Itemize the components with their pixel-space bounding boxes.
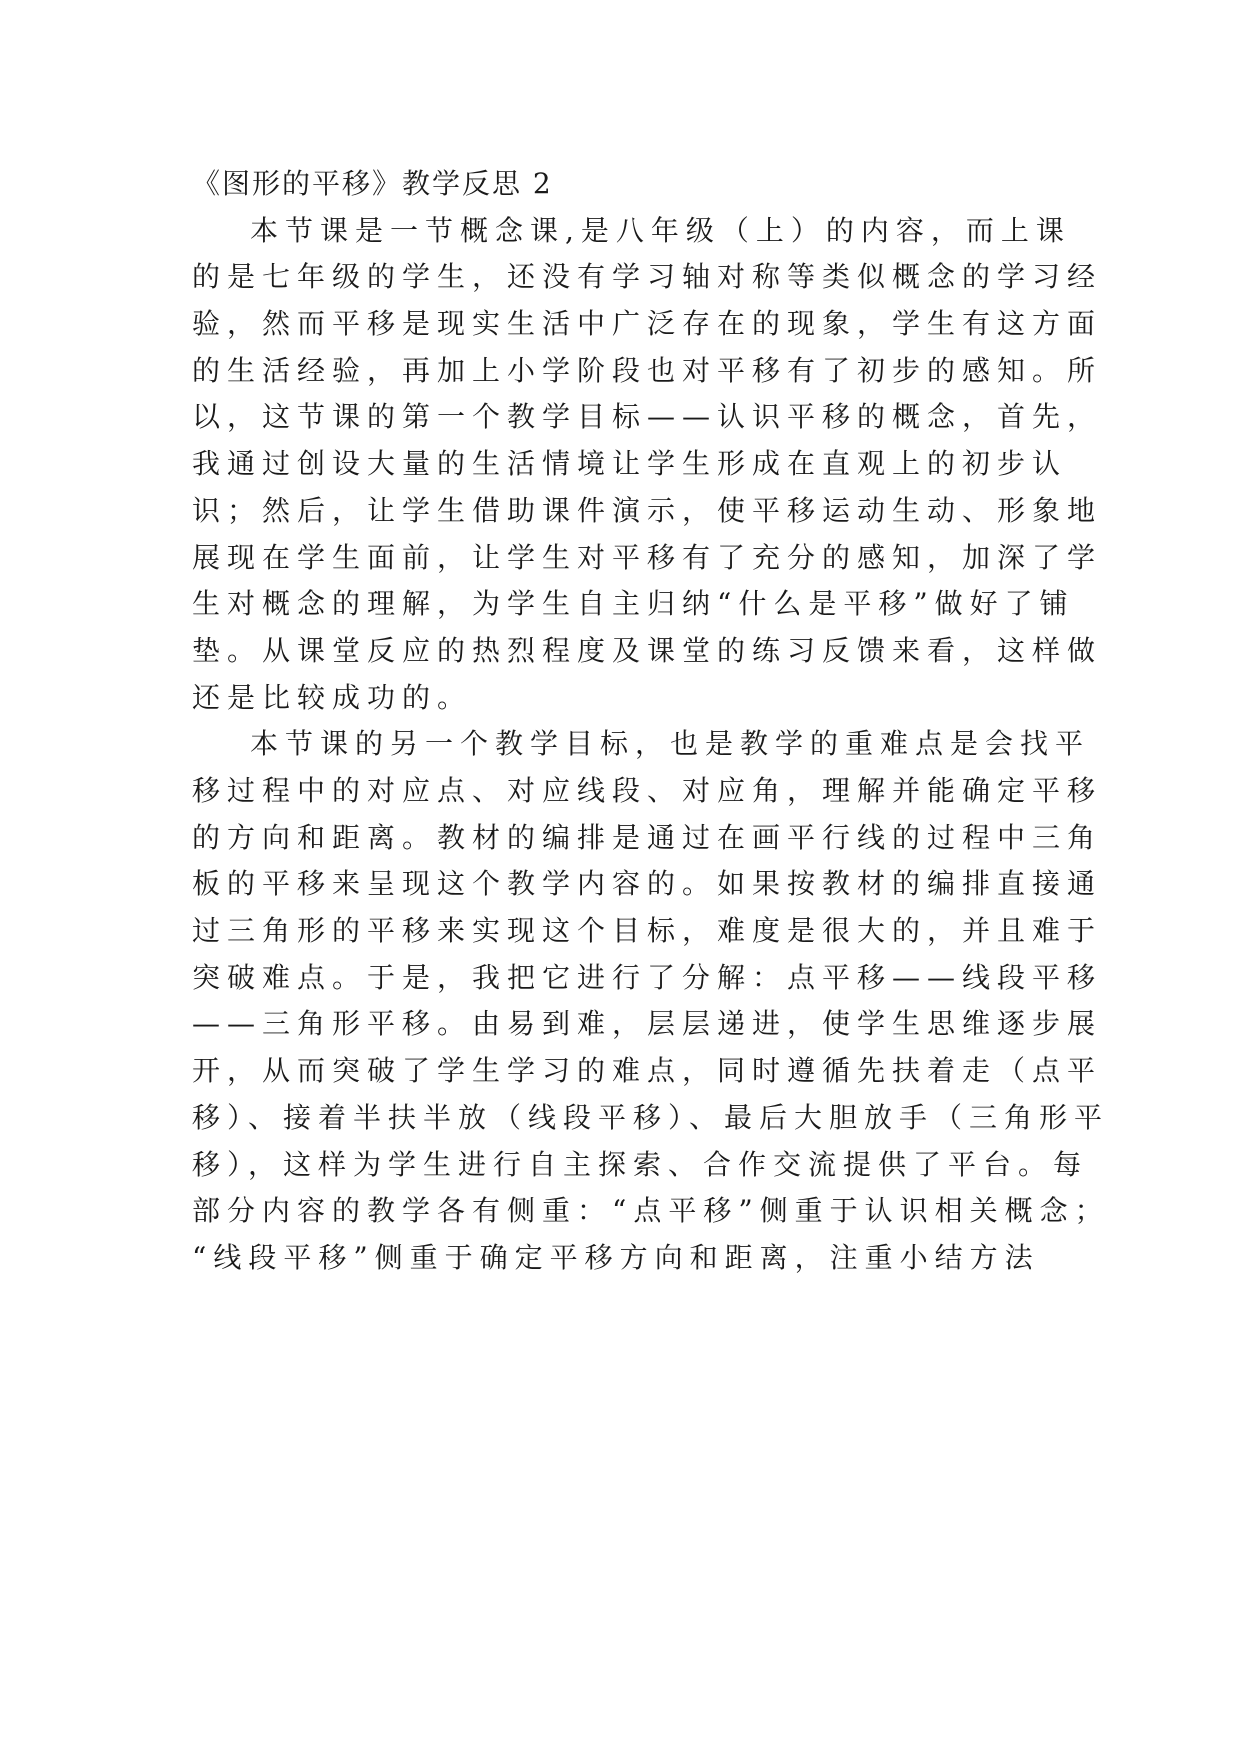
- text-line: 识；然后，让学生借助课件演示，使平移运动生动、形象地: [192, 494, 1103, 527]
- text-line: 板的平移来呈现这个教学内容的。如果按教材的编排直接通: [192, 867, 1103, 900]
- text-line: ——三角形平移。由易到难，层层递进，使学生思维逐步展: [192, 1007, 1103, 1040]
- text-line: 本节课是一节概念课,是八年级（上）的内容，而上课: [250, 214, 1071, 247]
- text-line: 移）、接着半扶半放（线段平移）、最后大胆放手（三角形平: [192, 1101, 1110, 1134]
- document-title: 《图形的平移》教学反思 2: [192, 167, 553, 200]
- text-line: 的方向和距离。教材的编排是通过在画平行线的过程中三角: [192, 821, 1103, 854]
- text-line: 生对概念的理解，为学生自主归纳“什么是平移”做好了铺: [192, 587, 1075, 620]
- text-line: 本节课的另一个教学目标，也是教学的重难点是会找平: [250, 727, 1091, 760]
- text-line: 开，从而突破了学生学习的难点，同时遵循先扶着走（点平: [192, 1054, 1103, 1087]
- text-line: 移），这样为学生进行自主探索、合作交流提供了平台。每: [192, 1148, 1089, 1181]
- text-line: 展现在学生面前，让学生对平移有了充分的感知，加深了学: [192, 541, 1103, 574]
- text-line: 垫。从课堂反应的热烈程度及课堂的练习反馈来看，这样做: [192, 634, 1103, 667]
- text-line: “线段平移”侧重于确定平移方向和距离，注重小结方法: [192, 1241, 1040, 1274]
- text-line: 的是七年级的学生，还没有学习轴对称等类似概念的学习经: [192, 260, 1103, 293]
- text-line: 验，然而平移是现实生活中广泛存在的现象，学生有这方面: [192, 307, 1103, 340]
- text-line: 移过程中的对应点、对应线段、对应角，理解并能确定平移: [192, 774, 1103, 807]
- text-line: 部分内容的教学各有侧重：“点平移”侧重于认识相关概念；: [192, 1194, 1110, 1227]
- text-line: 以，这节课的第一个教学目标——认识平移的概念，首先，: [192, 400, 1103, 433]
- text-line: 的生活经验，再加上小学阶段也对平移有了初步的感知。所: [192, 354, 1103, 387]
- text-line: 我通过创设大量的生活情境让学生形成在直观上的初步认: [192, 447, 1068, 480]
- text-line: 过三角形的平移来实现这个目标，难度是很大的，并且难于: [192, 914, 1103, 947]
- text-line: 突破难点。于是，我把它进行了分解：点平移——线段平移: [192, 961, 1103, 994]
- text-line: 还是比较成功的。: [192, 681, 473, 714]
